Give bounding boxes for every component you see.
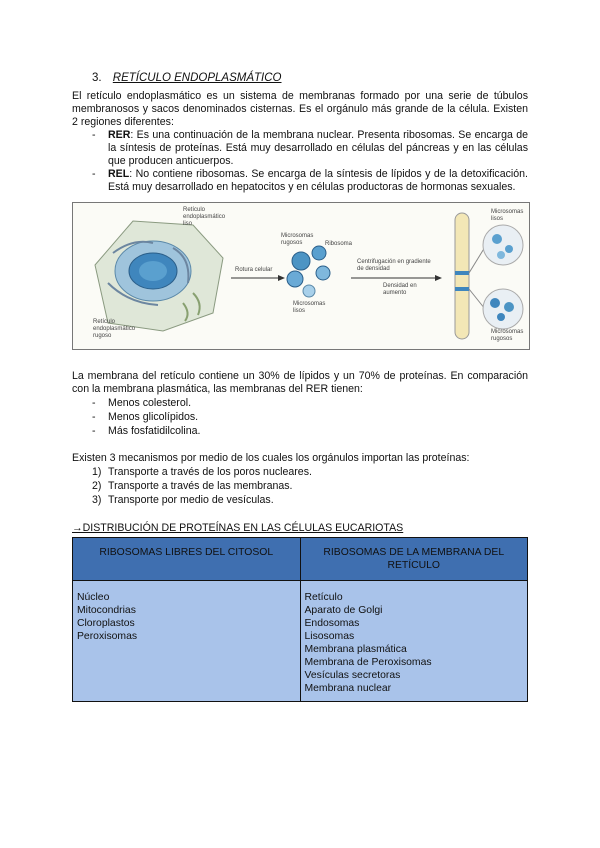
distribution-title: →DISTRIBUCIÓN DE PROTEÍNAS EN LAS CÉLULAS EUCARIOTAS xyxy=(72,522,404,534)
figure-label-micro-lisos: Microsomas lisos xyxy=(293,301,326,314)
table-header-col2: RIBOSOMAS DE LA MEMBRANA DEL RETÍCULO xyxy=(300,538,528,581)
membrane-list xyxy=(72,396,528,438)
figure-label-centrifugacion: Centrifugación en gradiente de densidad xyxy=(357,259,431,272)
figure-label-micro-rugosos: Microsomas rugosos xyxy=(281,233,314,246)
mechanisms-paragraph: Existen 3 mecanismos por medio de los cuales los orgánulos importan las proteínas: xyxy=(72,452,470,464)
intro-paragraph: El retículo endoplasmático es un sistema de membranas formado por una serie de túbulos membranosos y sacos denominados cisternas. Es el orgánulo más grande de la célula. Existen 2 regiones diferentes: xyxy=(72,90,528,128)
table-header-col1: RIBOSOMAS LIBRES DEL CITOSOL xyxy=(73,538,301,581)
list-item: 3) Transporte por medio de vesículas. xyxy=(92,494,274,506)
membrane-paragraph: La membrana del retículo contiene un 30% de lípidos y un 70% de proteínas. En comparación con la membrana plasmática, las membranas del RER tienen: xyxy=(72,370,528,395)
region-term: RER xyxy=(108,129,131,141)
table-cell-col1: Núcleo Mitocondrias Cloroplastos Peroxisomas xyxy=(73,581,301,702)
list-item: - REL: No contiene ribosomas. Se encarga de la síntesis de lípidos y de la detoxificación. Está muy desarrollado en hepatocitos y en células productoras de hormonas sexuales. xyxy=(92,168,528,193)
figure-label-rer: Retículo endoplasmático rugoso xyxy=(93,319,136,339)
distribution-table xyxy=(72,537,528,702)
section-title: RETÍCULO ENDOPLASMÁTICO xyxy=(112,72,282,84)
figure-label-rel: Retículo endoplasmático liso xyxy=(183,207,226,227)
figure-label-densidad: Densidad en aumento xyxy=(383,283,417,296)
section-heading xyxy=(92,72,528,84)
figure-label-ribosoma: Ribosoma xyxy=(325,241,353,247)
regions-list xyxy=(72,129,528,194)
figure-label-tube-lisos: Microsomas lisos xyxy=(491,209,524,222)
document-page xyxy=(72,62,528,702)
er-figure xyxy=(72,202,530,350)
figure-label-rotura: Rotura celular xyxy=(235,267,273,273)
list-item: - Menos colesterol. xyxy=(92,397,192,409)
list-item: 1) Transporte a través de los poros nucleares. xyxy=(92,466,312,478)
microsomes-illustration xyxy=(287,246,330,297)
list-item: - Menos glicolípidos. xyxy=(92,411,199,423)
figure-label-tube-rugosos: Microsomas rugosos xyxy=(491,329,524,342)
section-number: 3. xyxy=(92,72,102,84)
centrifuge-tube xyxy=(455,213,523,339)
table-cell-col2: Retículo Aparato de Golgi Endosomas Lisosomas Membrana plasmática Membrana de Peroxisomas Vesículas secretoras Membrana nuclear xyxy=(300,581,528,702)
region-text: : No contiene ribosomas. Se encarga de la síntesis de lípidos y de la detoxificación. Está muy desarrollado en hepatocitos y en células productoras de hormonas sexuales. xyxy=(108,168,528,193)
cell-illustration xyxy=(95,221,223,331)
region-term: REL xyxy=(108,168,130,180)
region-text: : Es una continuación de la membrana nuclear. Presenta ribosomas. Se encarga de la síntesis de proteínas. Está muy desarrollado en células del páncreas y en las células que producen anticuerpos. xyxy=(108,129,528,167)
list-item: 2) Transporte a través de las membranas. xyxy=(92,480,293,492)
mechanisms-list xyxy=(72,465,528,507)
list-item: - RER: Es una continuación de la membrana nuclear. Presenta ribosomas. Se encarga de la síntesis de proteínas. Está muy desarrollado en células del páncreas y en las células que producen anticuerpos. xyxy=(92,129,528,167)
list-item: - Más fosfatidilcolina. xyxy=(92,425,201,437)
